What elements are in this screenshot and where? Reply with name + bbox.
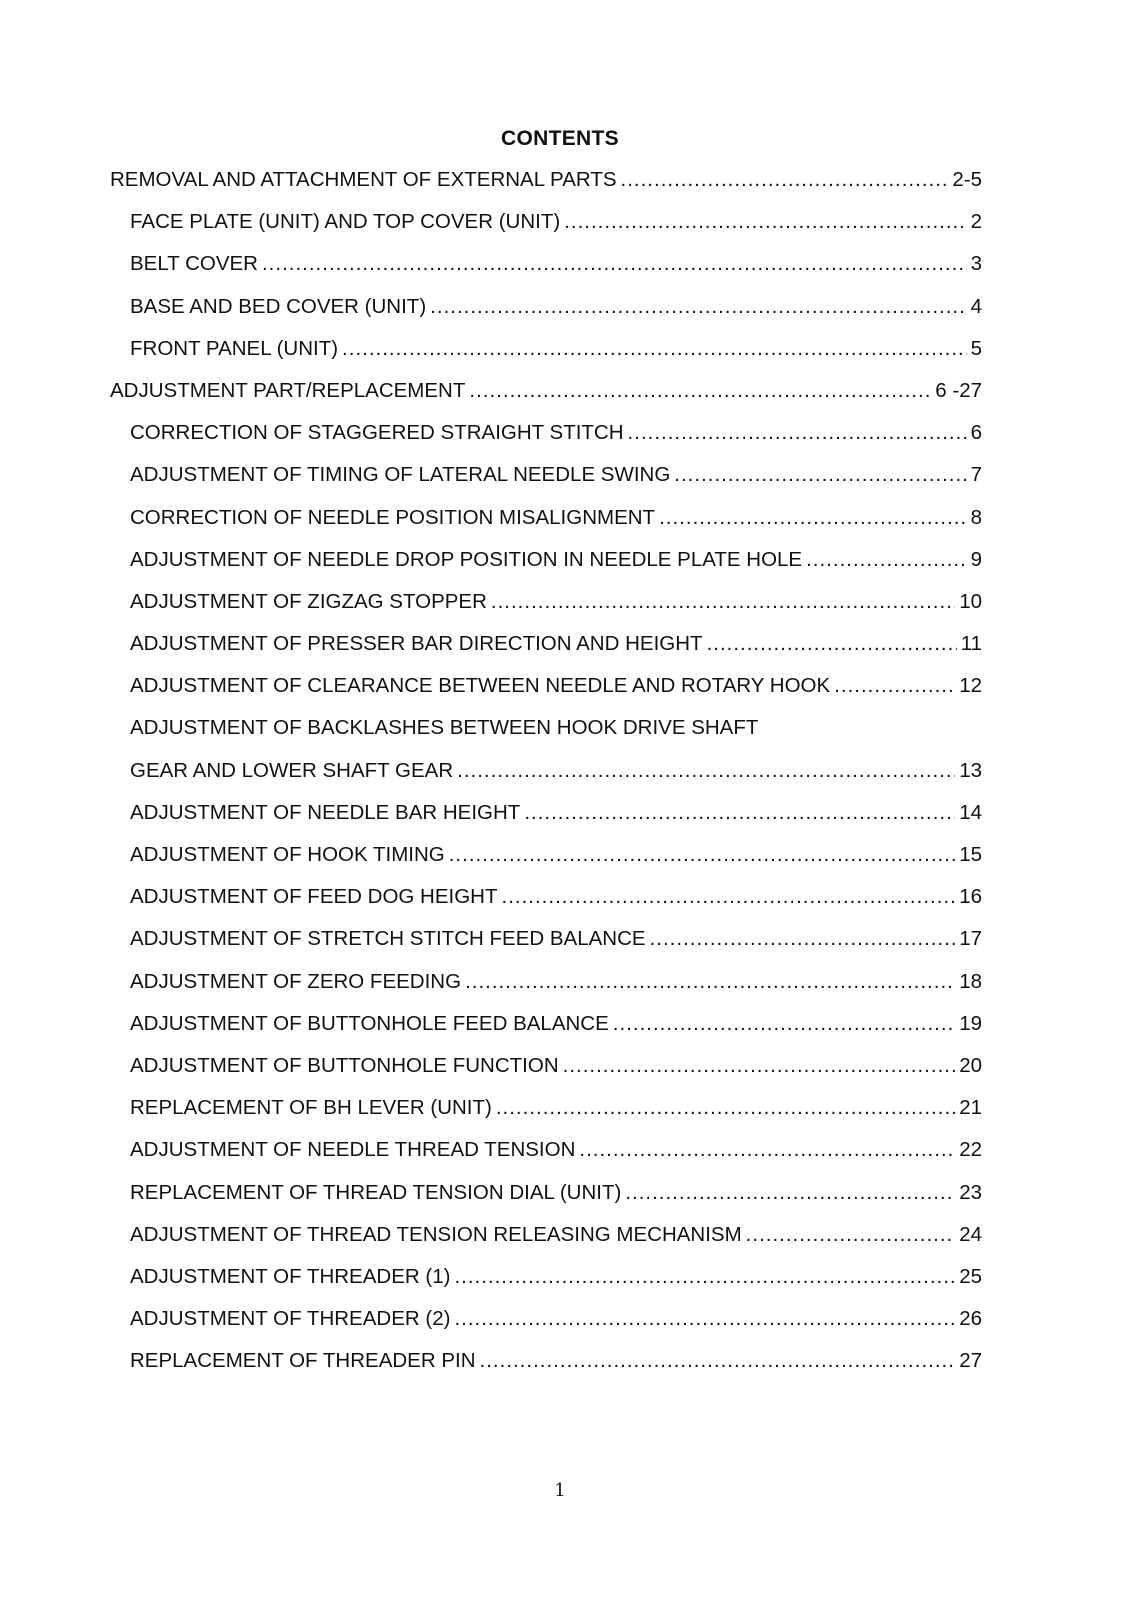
toc-entry-page: 18 — [959, 969, 982, 993]
toc-dot-leader — [496, 1094, 955, 1122]
toc-dot-leader — [621, 166, 949, 194]
toc-dot-leader — [579, 1136, 955, 1164]
toc-entry-label: CORRECTION OF NEEDLE POSITION MISALIGNMENT — [130, 505, 656, 529]
toc-dot-leader — [563, 1052, 956, 1080]
toc-dot-leader — [262, 250, 967, 278]
toc-entry-label: ADJUSTMENT OF BUTTONHOLE FUNCTION — [130, 1053, 559, 1077]
toc-entry-page: 11 — [960, 632, 982, 656]
toc-entry — [110, 250, 982, 292]
toc-dot-leader — [430, 293, 966, 321]
toc-entry-label: ADJUSTMENT OF NEEDLE THREAD TENSION — [130, 1138, 576, 1162]
toc-dot-leader — [650, 925, 956, 953]
toc-dot-leader — [625, 1179, 955, 1207]
toc-entry — [110, 630, 982, 672]
toc-entry-page: 4 — [970, 294, 982, 318]
toc-entry — [110, 1010, 982, 1052]
toc-entry — [110, 1221, 982, 1263]
toc-entry — [110, 419, 982, 461]
toc-entry-page: 2 — [970, 210, 982, 234]
table-of-contents — [110, 166, 982, 1389]
toc-dot-leader — [806, 546, 967, 574]
toc-entry — [110, 757, 982, 799]
toc-entry — [110, 925, 982, 967]
toc-entry — [110, 461, 982, 503]
toc-entry-label: GEAR AND LOWER SHAFT GEAR — [130, 758, 454, 782]
toc-entry — [110, 293, 982, 335]
toc-entry-page: 26 — [959, 1307, 982, 1331]
toc-entry — [110, 841, 982, 883]
toc-entry-label: ADJUSTMENT OF HOOK TIMING — [130, 843, 445, 866]
toc-dot-leader — [449, 841, 955, 869]
toc-dot-leader — [834, 672, 955, 700]
toc-dot-leader — [342, 335, 967, 363]
toc-entry-label: ADJUSTMENT OF FEED DOG HEIGHT — [130, 885, 498, 909]
toc-entry-label: CORRECTION OF STAGGERED STRAIGHT STITCH — [130, 421, 624, 445]
toc-dot-leader — [454, 1305, 955, 1333]
toc-entry-label: ADJUSTMENT OF THREADER (1) — [130, 1264, 451, 1288]
toc-dot-leader — [457, 757, 955, 785]
toc-entry — [110, 1094, 982, 1136]
toc-entry-page: 10 — [959, 589, 982, 613]
page-number: 1 — [554, 1480, 566, 1501]
toc-entry-page: 27 — [959, 1349, 982, 1373]
toc-entry-page: 7 — [970, 463, 982, 487]
toc-entry — [110, 968, 982, 1010]
toc-entry-label: ADJUSTMENT OF NEEDLE BAR HEIGHT — [130, 800, 521, 824]
toc-entry-page: 17 — [959, 927, 982, 951]
toc-entry-page: 6 — [970, 421, 982, 445]
toc-entry-label: ADJUSTMENT OF PRESSER BAR DIRECTION AND HEIGHT — [130, 632, 703, 656]
toc-dot-leader — [628, 419, 967, 447]
toc-entry-label: ADJUSTMENT OF ZIGZAG STOPPER — [130, 589, 487, 613]
toc-entry-label: ADJUSTMENT OF ZERO FEEDING — [130, 969, 462, 993]
toc-dot-leader — [613, 1010, 955, 1038]
toc-entry — [110, 166, 982, 208]
toc-entry-page: 20 — [959, 1053, 982, 1077]
toc-entry — [110, 335, 982, 377]
toc-dot-leader — [707, 630, 957, 658]
toc-dot-leader — [491, 588, 955, 616]
toc-entry-page: 22 — [959, 1138, 982, 1162]
page-title: CONTENTS — [501, 127, 619, 150]
toc-entry-label: BELT COVER — [130, 252, 258, 276]
toc-entry-label: ADJUSTMENT OF BUTTONHOLE FEED BALANCE — [130, 1011, 609, 1035]
toc-entry-page: 14 — [959, 800, 982, 824]
toc-entry — [110, 1179, 982, 1221]
toc-entry-label: ADJUSTMENT OF CLEARANCE BETWEEN NEEDLE AND ROTARY HOOK — [130, 674, 831, 698]
toc-dot-leader — [469, 377, 931, 405]
toc-entry — [110, 377, 982, 419]
toc-entry-page: 6 -27 — [935, 378, 982, 402]
toc-entry — [110, 1305, 982, 1347]
toc-entry — [110, 1347, 982, 1389]
toc-entry — [110, 588, 982, 630]
toc-entry — [110, 799, 982, 841]
toc-entry — [110, 208, 982, 250]
toc-dot-leader — [659, 504, 967, 532]
toc-entry-label: REMOVAL AND ATTACHMENT OF EXTERNAL PARTS — [110, 168, 617, 191]
toc-entry — [110, 714, 982, 756]
toc-entry-label: FACE PLATE (UNIT) AND TOP COVER (UNIT) — [130, 210, 561, 234]
toc-dot-leader — [465, 968, 955, 996]
toc-entry-page: 25 — [959, 1264, 982, 1288]
toc-dot-leader — [480, 1347, 956, 1375]
toc-entry-label: ADJUSTMENT OF THREADER (2) — [130, 1307, 451, 1331]
toc-dot-leader — [454, 1263, 955, 1291]
toc-dot-leader — [502, 883, 956, 911]
toc-entry-page: 19 — [959, 1011, 982, 1035]
toc-entry-label: ADJUSTMENT OF STRETCH STITCH FEED BALANCE — [130, 927, 646, 951]
toc-entry-page: 8 — [970, 505, 982, 529]
toc-entry-page: 3 — [970, 252, 982, 276]
toc-entry-page: 16 — [959, 885, 982, 909]
toc-entry — [110, 546, 982, 588]
toc-dot-leader — [746, 1221, 956, 1249]
toc-dot-leader — [564, 208, 966, 236]
toc-entry — [110, 1052, 982, 1094]
toc-entry-label: BASE AND BED COVER (UNIT) — [130, 294, 427, 318]
toc-entry-label: REPLACEMENT OF THREAD TENSION DIAL (UNIT) — [130, 1180, 622, 1204]
toc-entry-page: 12 — [959, 674, 982, 698]
toc-entry-page: 24 — [959, 1222, 982, 1246]
toc-entry — [110, 672, 982, 714]
toc-entry — [110, 883, 982, 925]
toc-entry-page: 5 — [970, 336, 982, 360]
toc-entry-page: 9 — [970, 547, 982, 571]
toc-entry-label: REPLACEMENT OF BH LEVER (UNIT) — [130, 1096, 492, 1120]
toc-entry-label: ADJUSTMENT OF BACKLASHES BETWEEN HOOK DRIVE SHAFT — [130, 716, 759, 740]
toc-entry-label: ADJUSTMENT PART/REPLACEMENT — [110, 378, 466, 402]
toc-entry-page: 23 — [959, 1180, 982, 1204]
toc-entry-label: ADJUSTMENT OF THREAD TENSION RELEASING MECHANISM — [130, 1222, 742, 1246]
toc-entry-label: ADJUSTMENT OF TIMING OF LATERAL NEEDLE SWING — [130, 463, 671, 487]
toc-entry — [110, 504, 982, 546]
toc-entry-page: 13 — [959, 758, 982, 782]
toc-dot-leader — [674, 461, 966, 489]
toc-entry — [110, 1263, 982, 1305]
toc-entry — [110, 1136, 982, 1178]
toc-entry-page: 15 — [959, 843, 982, 866]
toc-entry-page: 2-5 — [952, 168, 982, 191]
toc-entry-label: FRONT PANEL (UNIT) — [130, 336, 339, 360]
toc-entry-label: ADJUSTMENT OF NEEDLE DROP POSITION IN NEEDLE PLATE HOLE — [130, 547, 803, 571]
toc-dot-leader — [524, 799, 955, 827]
toc-entry-page: 21 — [959, 1096, 982, 1120]
toc-entry-label: REPLACEMENT OF THREADER PIN — [130, 1349, 476, 1373]
